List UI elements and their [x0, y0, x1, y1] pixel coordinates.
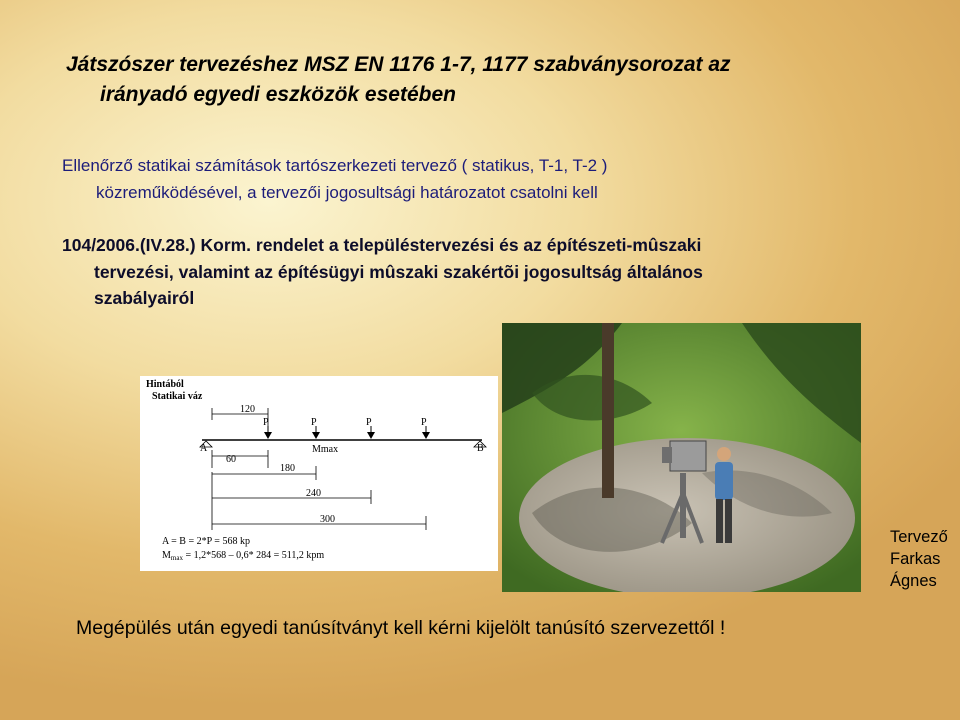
support-a-label: A: [200, 443, 208, 454]
regulation-line-3: szabályairól: [94, 288, 195, 308]
load-label: P: [263, 417, 269, 428]
regulation-line-1: 104/2006.(IV.28.) Korm. rendelet a településtervezési és az építészeti-mûszaki: [62, 235, 702, 255]
person-head: [717, 447, 731, 461]
load-arrowhead: [367, 432, 375, 439]
statics-requirement-line-2: közreműködésével, a tervezői jogosultsági határozatot csatolni kell: [96, 183, 598, 202]
dim-label-120: 120: [240, 404, 255, 415]
formula-moment-expression: = 1,2*568 – 0,6* 284 = 511,2 kpm: [182, 550, 325, 561]
point-load-2: [311, 417, 320, 439]
regulation-line-2: tervezési, valamint az építésügyi mûszaki szakértõi jogosultság általános: [94, 261, 703, 282]
formula-reactions: A = B = 2*P = 568 kp: [162, 536, 250, 547]
device-post: [680, 473, 686, 538]
point-load-1: [263, 417, 272, 439]
support-b-label: B: [477, 443, 484, 454]
dim-label-240: 240: [306, 488, 321, 499]
person-leg: [725, 499, 732, 543]
diagram-heading-1: Hintából: [146, 379, 184, 390]
viewing-device-lens: [662, 447, 672, 463]
tree-trunk: [602, 323, 614, 498]
load-arrowhead: [422, 432, 430, 439]
statics-requirement-paragraph: [62, 152, 922, 206]
dim-label-300: 300: [320, 514, 335, 525]
statics-requirement-line-1: Ellenőrző statikai számítások tartószerkezeti tervező ( statikus, T-1, T-2 ): [62, 156, 608, 175]
mmax-label: Mmax: [312, 444, 339, 455]
person-shirt: [715, 462, 733, 500]
load-label: P: [421, 417, 427, 428]
dim-label-60: 60: [226, 454, 236, 465]
designer-caption: [890, 526, 948, 592]
diagram-heading-2: Statikai váz: [152, 391, 203, 402]
slide-title-line-1: Játszószer tervezéshez MSZ EN 1176 1-7, 1177 szabványsorozat az: [66, 53, 731, 76]
structural-diagram: [140, 376, 498, 571]
point-load-3: [366, 417, 375, 439]
designer-caption-line-2: Farkas: [890, 550, 941, 568]
load-arrowhead: [312, 432, 320, 439]
designer-caption-line-1: Tervező: [890, 528, 948, 546]
viewing-device: [670, 441, 706, 471]
person-leg: [716, 499, 723, 543]
formula-moment: [162, 550, 324, 562]
designer-caption-line-3: Ágnes: [890, 572, 937, 590]
regulation-paragraph: [62, 232, 942, 312]
certification-note: Megépülés után egyedi tanúsítványt kell kérni kijelölt tanúsító szervezettől !: [76, 617, 726, 639]
slide-title: [66, 50, 926, 110]
playground-render-photo: [502, 323, 861, 592]
load-arrowhead: [264, 432, 272, 439]
load-label: P: [366, 417, 372, 428]
playground-render-image: [502, 323, 861, 592]
slide-title-line-2: irányadó egyedi eszközök esetében: [100, 83, 456, 106]
point-load-4: [421, 417, 430, 439]
formula-moment-subscript: max: [170, 554, 183, 562]
static-scheme-drawing: [140, 376, 498, 571]
load-label: P: [311, 417, 317, 428]
dim-label-180: 180: [280, 463, 295, 474]
formula-moment-symbol: M: [162, 550, 171, 561]
